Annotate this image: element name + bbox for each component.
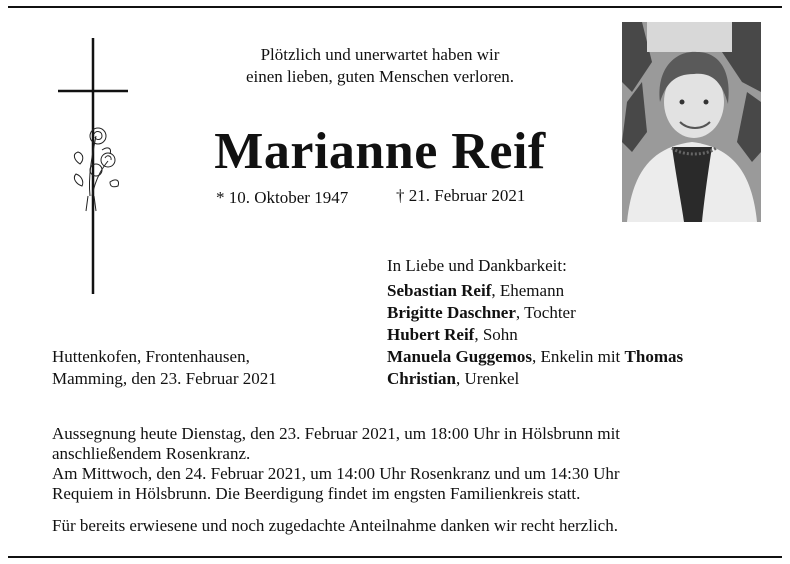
family-member <box>387 324 683 346</box>
birth-date: * 10. Oktober 1947 <box>216 188 349 207</box>
family-member-role: , Sohn <box>474 325 518 344</box>
family-member-role: , Ehemann <box>491 281 565 300</box>
closing-thanks: Für bereits erwiesene und noch zugedachte Anteilnahme danken wir recht herzlich. <box>52 516 618 535</box>
family-member-name: Sebastian Reif <box>387 281 492 300</box>
cross-with-rose-icon <box>52 36 132 296</box>
family-member-role: , Tochter <box>515 303 576 322</box>
family-member <box>387 302 683 324</box>
announcement-line: Aussegnung heute Dienstag, den 23. Februar 2021, um 18:00 Uhr in Hölsbrunn mit <box>52 424 621 443</box>
place-line-2: Mamming, den 23. Februar 2021 <box>52 369 277 388</box>
announcement-text <box>52 424 742 536</box>
intro-line-1: Plötzlich und unerwartet haben wir <box>260 45 500 64</box>
announcement-paragraph <box>52 424 742 464</box>
place-and-date <box>52 346 277 390</box>
intro-text <box>190 44 570 88</box>
family-member-name: Manuela Guggemos <box>387 347 532 366</box>
announcement-line: anschließendem Rosenkranz. <box>52 444 251 463</box>
intro-line-2: einen lieben, guten Menschen verloren. <box>245 67 515 86</box>
family-member-name: Brigitte Daschner <box>387 303 516 322</box>
portrait-photo <box>622 22 761 222</box>
family-member-name: Christian <box>387 369 456 388</box>
family-member <box>387 280 683 302</box>
family-member-name: Thomas <box>624 347 684 366</box>
death-date: † 21. Februar 2021 <box>396 186 526 205</box>
family-member-role: , Urenkel <box>455 369 520 388</box>
place-line-1: Huttenkofen, Frontenhausen, <box>52 347 250 366</box>
announcement-line: Requiem in Hölsbrunn. Die Beerdigung findet im engsten Familienkreis statt. <box>52 484 581 503</box>
announcement-paragraph <box>52 464 742 504</box>
deceased-name: Marianne Reif <box>214 123 546 180</box>
family-member-role: , Enkelin mit <box>531 347 625 366</box>
family-member <box>387 368 683 390</box>
family-member <box>387 346 683 368</box>
family-member-name: Hubert Reif <box>387 325 475 344</box>
family-list <box>387 280 683 390</box>
announcement-line: Am Mittwoch, den 24. Februar 2021, um 14:00 Uhr Rosenkranz und um 14:30 Uhr <box>52 464 620 483</box>
thanks-heading: In Liebe und Dankbarkeit: <box>387 256 567 275</box>
